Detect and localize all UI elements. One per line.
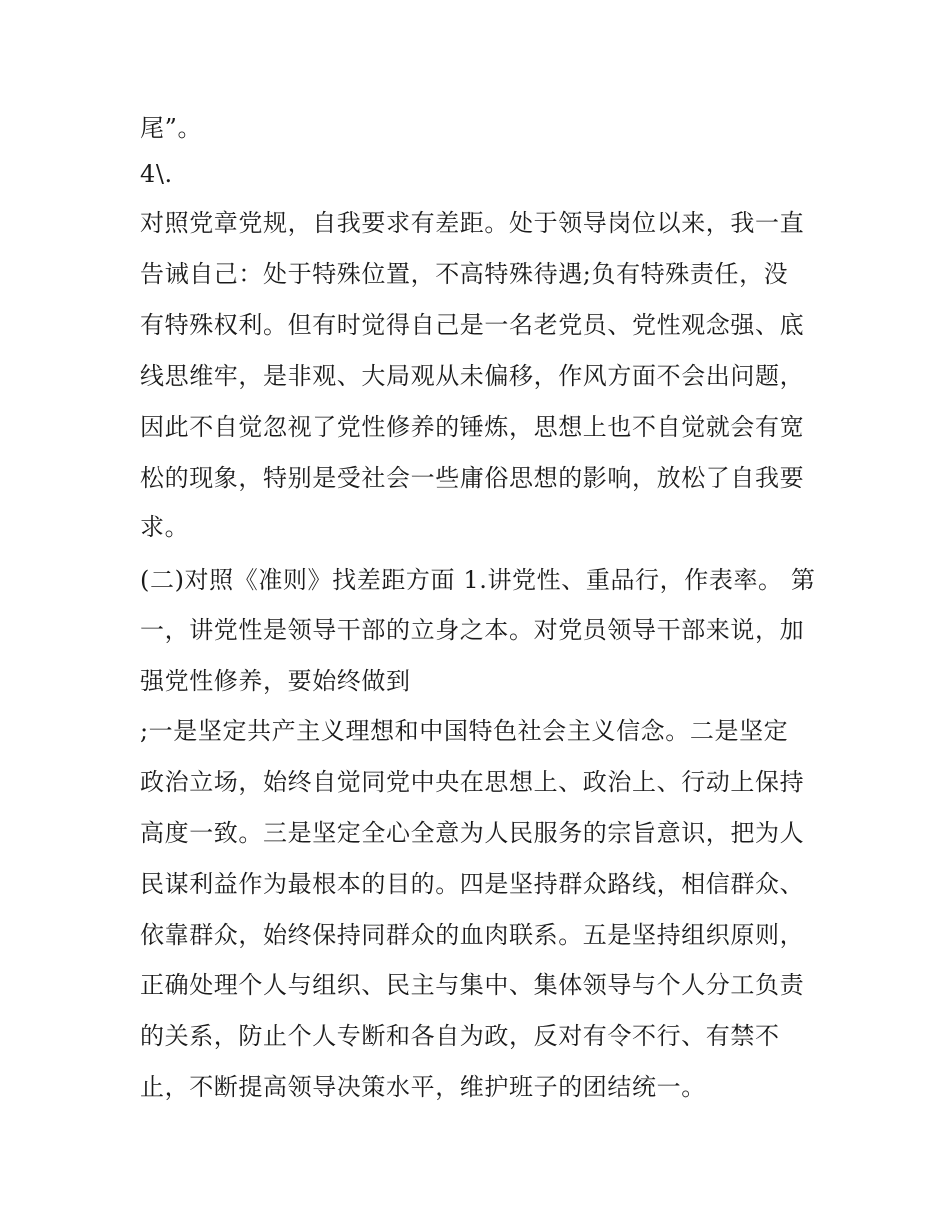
text-line: ;一是坚定共产主义理想和中国特色社会主义信念。二是坚定 bbox=[140, 717, 789, 745]
text-line: 求。 bbox=[140, 513, 190, 541]
text-line: 正确处理个人与组织、民主与集中、集体领导与个人分工负责 bbox=[140, 971, 805, 999]
text-line: 松的现象，特别是受社会一些庸俗思想的影响，放松了自我要 bbox=[140, 464, 805, 492]
text-line: 民谋利益作为最根本的目的。四是坚持群众路线，相信群众、 bbox=[140, 870, 805, 898]
text-line: 告诫自己：处于特殊位置，不高特殊待遇;负有特殊责任，没 bbox=[140, 260, 789, 288]
text-line: 高度一致。三是坚定全心全意为人民服务的宗旨意识，把为人 bbox=[140, 819, 805, 847]
text-line: 的关系，防止个人专断和各自为政，反对有令不行、有禁不 bbox=[140, 1022, 780, 1050]
text-line: 止，不断提高领导决策水平，维护班子的团结统一。 bbox=[140, 1073, 706, 1101]
text-line: 对照党章党规，自我要求有差距。处于领导岗位以来，我一直 bbox=[140, 209, 805, 237]
text-line: (二)对照《准则》找差距方面 1.讲党性、重品行，作表率。 第 bbox=[140, 566, 816, 594]
text-line: 尾”。 bbox=[140, 114, 203, 142]
text-line: 一，讲党性是领导干部的立身之本。对党员领导干部来说，加 bbox=[140, 616, 805, 644]
text-line: 强党性修养，要始终做到 bbox=[140, 667, 411, 695]
text-line: 有特殊权利。但有时觉得自己是一名老党员、党性观念强、底 bbox=[140, 311, 805, 339]
text-line: 因此不自觉忽视了党性修养的锤炼，思想上也不自觉就会有宽 bbox=[140, 413, 805, 441]
text-line: 4\. bbox=[140, 160, 173, 188]
text-line: 政治立场，始终自觉同党中央在思想上、政治上、行动上保持 bbox=[140, 768, 805, 796]
text-line: 线思维牢，是非观、大局观从未偏移，作风方面不会出问题， bbox=[140, 362, 805, 390]
text-line: 依靠群众，始终保持同群众的血肉联系。五是坚持组织原则， bbox=[140, 921, 805, 949]
